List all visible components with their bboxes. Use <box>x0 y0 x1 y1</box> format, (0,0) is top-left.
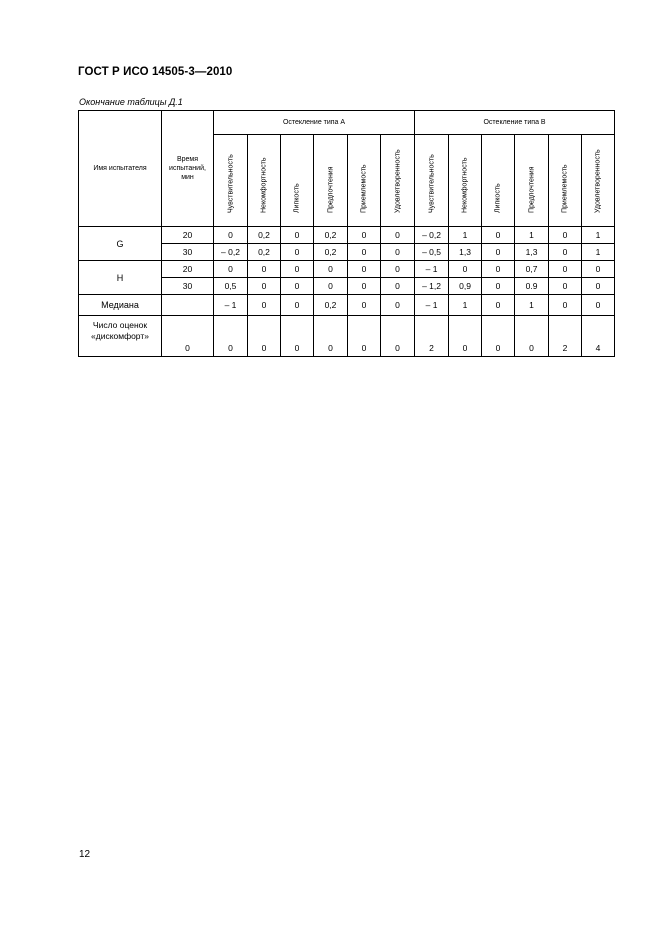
criterion-label: Чувствительность <box>227 154 234 213</box>
value-cell: 0 <box>381 278 415 295</box>
header-criterion-b <box>582 135 615 227</box>
criterion-label: Некомфортность <box>461 157 469 213</box>
criterion-label: Липкость <box>494 183 502 213</box>
value-cell: 0 <box>314 261 348 278</box>
count-label-line2: «дискомфорт» <box>91 331 149 341</box>
value-cell: 0 <box>248 278 281 295</box>
value-cell: 1 <box>582 227 615 244</box>
value-cell: 0 <box>281 295 314 316</box>
count-label-line1: Число оценок <box>92 320 148 330</box>
header-criterion-a <box>314 135 348 227</box>
document-title: ГОСТ Р ИСО 14505-3—2010 <box>78 66 233 78</box>
value-cell: 0 <box>348 227 381 244</box>
criterion-label: Приемлемость <box>360 164 368 213</box>
criterion-label: Чувствительность <box>428 154 436 213</box>
value-cell: 0 <box>281 227 314 244</box>
header-criterion-a <box>281 135 314 227</box>
value-cell: 0 <box>482 316 515 357</box>
value-cell: 0 <box>381 244 415 261</box>
value-cell: – 1 <box>214 295 248 316</box>
header-criterion-b <box>482 135 515 227</box>
criterion-label: Липкость <box>293 183 301 213</box>
header-glazing-b: Остекление типа В <box>415 111 615 135</box>
value-cell: 0 <box>381 316 415 357</box>
table-row <box>79 227 615 244</box>
value-cell: 0 <box>482 295 515 316</box>
value-cell: 0,2 <box>314 244 348 261</box>
time-cell <box>162 295 214 316</box>
time-cell: 20 <box>162 261 214 278</box>
value-cell: 0 <box>381 261 415 278</box>
value-cell: 0,7 <box>515 261 549 278</box>
value-cell: – 0,2 <box>214 244 248 261</box>
value-cell: 0 <box>214 316 248 357</box>
value-cell: 0 <box>314 278 348 295</box>
value-cell: 0 <box>348 244 381 261</box>
value-cell: 0 <box>549 261 582 278</box>
header-criterion-b <box>415 135 449 227</box>
median-label: Медиана <box>79 295 162 316</box>
value-cell: 0 <box>281 244 314 261</box>
value-cell: 0 <box>449 316 482 357</box>
table-row-discomfort-count <box>79 316 615 357</box>
value-cell: 0 <box>214 261 248 278</box>
table-row-median <box>79 295 615 316</box>
value-cell: 0 <box>482 227 515 244</box>
value-cell: 0 <box>515 316 549 357</box>
value-cell: 0,2 <box>314 227 348 244</box>
value-cell: 0 <box>348 278 381 295</box>
criterion-label: Некомфортность <box>260 157 268 213</box>
header-test-time: Время испытаний, мин <box>162 111 214 227</box>
value-cell: 1 <box>515 295 549 316</box>
value-cell: 1,3 <box>449 244 482 261</box>
value-cell: 0 <box>348 316 381 357</box>
header-criterion-b <box>549 135 582 227</box>
value-cell: 0 <box>248 261 281 278</box>
criterion-label: Удовлетворенность <box>394 149 402 213</box>
discomfort-count-label <box>79 316 162 357</box>
criterion-label: Приемлемость <box>561 164 569 213</box>
header-criterion-a <box>248 135 281 227</box>
time-cell: 30 <box>162 278 214 295</box>
value-cell: 1 <box>515 227 549 244</box>
value-cell: 0 <box>582 295 615 316</box>
time-cell: 30 <box>162 244 214 261</box>
header-tester-name: Имя испытателя <box>79 111 162 227</box>
value-cell: – 1 <box>415 261 449 278</box>
value-cell: 1 <box>449 295 482 316</box>
value-cell: – 1 <box>415 295 449 316</box>
value-cell: 0 <box>281 278 314 295</box>
value-cell: – 0,2 <box>415 227 449 244</box>
header-glazing-a: Остекление типа А <box>214 111 415 135</box>
criterion-label: Предпочтения <box>528 166 536 213</box>
table-row <box>79 261 615 278</box>
value-cell: 0 <box>449 261 482 278</box>
value-cell: 0 <box>549 295 582 316</box>
tester-name: G <box>79 227 162 261</box>
header-criterion-a <box>348 135 381 227</box>
value-cell: 0 <box>582 261 615 278</box>
value-cell: 0.9 <box>515 278 549 295</box>
value-cell: 0 <box>582 278 615 295</box>
value-cell: 0 <box>482 278 515 295</box>
value-cell: 0 <box>549 278 582 295</box>
value-cell: 4 <box>582 316 615 357</box>
value-cell: 0 <box>482 244 515 261</box>
value-cell: 2 <box>415 316 449 357</box>
time-cell: 20 <box>162 227 214 244</box>
table-caption: Окончание таблицы Д.1 <box>79 97 183 107</box>
header-criterion-a <box>214 135 248 227</box>
value-cell: 0,5 <box>214 278 248 295</box>
value-cell: 0,2 <box>248 244 281 261</box>
value-cell: 0 <box>381 227 415 244</box>
value-cell: 1 <box>449 227 482 244</box>
value-cell: 0 <box>281 316 314 357</box>
page-number: 12 <box>79 849 91 860</box>
value-cell: 0 <box>214 227 248 244</box>
value-cell: 1,3 <box>515 244 549 261</box>
results-table <box>78 110 615 357</box>
value-cell: 0 <box>549 244 582 261</box>
value-cell: 0,9 <box>449 278 482 295</box>
value-cell: 0,2 <box>248 227 281 244</box>
header-criterion-b <box>515 135 549 227</box>
value-cell: 0 <box>348 295 381 316</box>
criterion-label: Удовлетворенность <box>594 149 602 213</box>
value-cell: 1 <box>582 244 615 261</box>
header-criterion-b <box>449 135 482 227</box>
value-cell: – 1,2 <box>415 278 449 295</box>
value-cell: 0 <box>248 316 281 357</box>
value-cell: – 0,5 <box>415 244 449 261</box>
value-cell: 0 <box>381 295 415 316</box>
value-cell: 0 <box>314 316 348 357</box>
value-cell: 0 <box>482 261 515 278</box>
value-cell: 0 <box>281 261 314 278</box>
value-cell: 0 <box>549 227 582 244</box>
value-cell: 0,2 <box>314 295 348 316</box>
time-cell: 0 <box>162 316 214 357</box>
header-criterion-a <box>381 135 415 227</box>
tester-name: H <box>79 261 162 295</box>
value-cell: 0 <box>248 295 281 316</box>
value-cell: 2 <box>549 316 582 357</box>
criterion-label: Предпочтения <box>327 166 334 213</box>
value-cell: 0 <box>348 261 381 278</box>
